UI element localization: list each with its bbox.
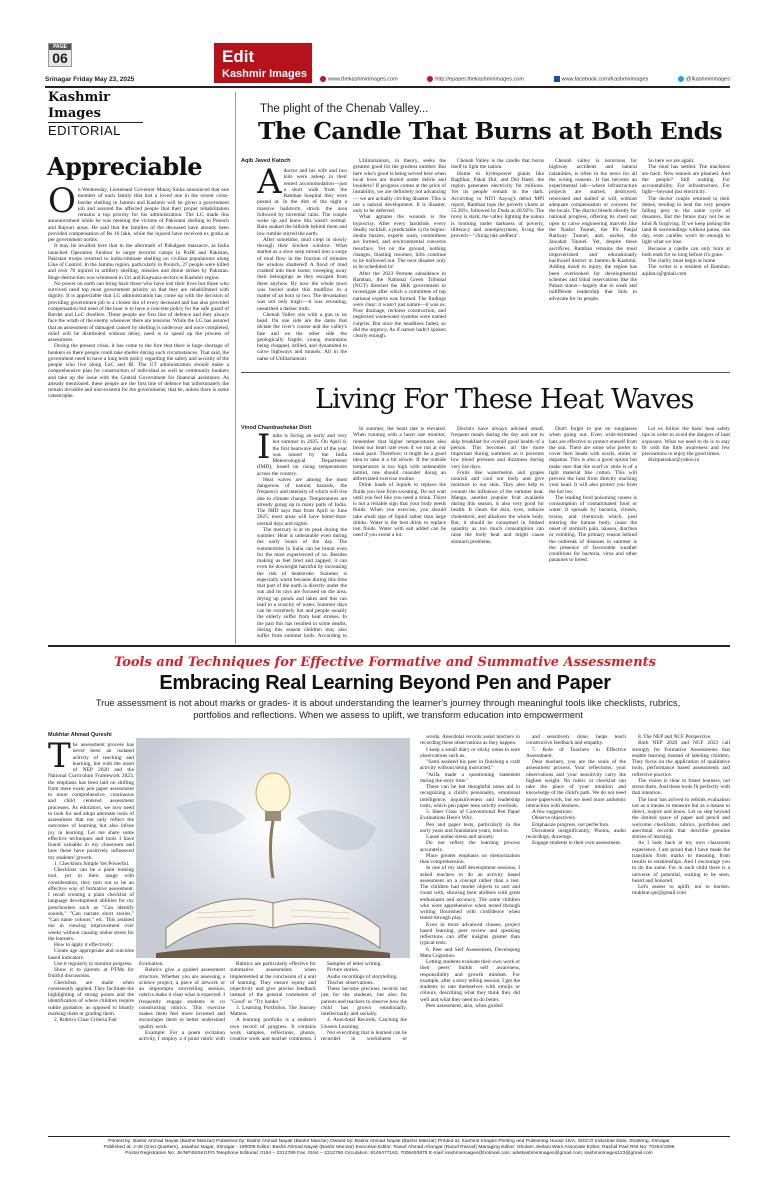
article2-paragraph: The mercury is at its peak during the summer. Heat is unbearable even during the early hours of the day. The summertime in India can be brutal even for the most experienced of us. Besides making us feel tired and zapped, it can even be downright harmful by increasing the risk of heatstroke. Summer is especially warm because during this time that part of the earth is directly under the sun and its rays are focused on the area, drying up ponds and lakes and this can lead to a scarcity of water. Summer days can be extremely hot and people usually the elderly suffer from heat strokes. In the past this has resulted in some deaths, during this season children may also suffer from summer boils. According to xyxy=(257,526,347,638)
article3-col-3 xyxy=(230,961,316,1041)
imprint-line: Published at: J-38 (Govt Quarters), Jawahar Nagar, Srinagar - 190008 Editor: Bashir Ahmad Nayak (Bashir Manzar) Executive Editor: Raouf Ahmad Ahangar (Raouf Rasool) Managing Editor: Ghulam Jeelani Wani Associate Editor: Rashid Paul RNI No: 70254/1996 xyxy=(103,1145,675,1151)
article3-col-2 xyxy=(139,961,225,1041)
imprint-line: Postal Registration No: JK/NP48/SKGPO Telephone Editorial: 0194 – 2312789 Fax: 0194 – 2312790 Circulation: 9149477163, 7006453875 E-mail: kashmirimages@hotmail.com; advtkashmirimages@gmail.com; kashmirimages123@gmail.com xyxy=(125,1151,653,1157)
section-banner xyxy=(214,43,312,83)
article3-paragraph: Create age appropriate and outcome based indicators. xyxy=(48,948,134,961)
article3-paragraph: Checklists can be a plain looking tool, yet in their usage with consideration, they turn out to be an effective way of formative assessment. I recall creating a plain checklist of language development abilities for my preschoolers such as "Can identify sounds," "Can narrate short stories," "Can name colours," etc. This assisted me in viewing improvement over weeks without causing undue stress for the learners. xyxy=(48,867,134,942)
article3-paragraph: These can be but thoughtful notes aid in recognizing a child's personality, emotional intelligence, inquisitiveness and leadership traits, which pen paper tests strictly overlook. xyxy=(420,784,520,809)
editorial-column-divider xyxy=(235,92,236,644)
article1-paragraph: After the 2023 Pernote subsidence in Ramban, the National Green Tribunal (NGT) directed the J&K government to investigate after which a committee of top national experts was formed. The findings were clear: it wasn't just nature—it was us. Poor drainage, reckless construction, and neglected wastewater systems were named culprits. But once the headlines faded, so did the urgency. As if nature hadn't spoken clearly enough. xyxy=(353,270,446,339)
article1-dropcap: A xyxy=(257,168,282,202)
article1-paragraph: The mud has settled. The machines are back. New tunnels are planned. And the people? Still waiting. For accountability. For infrastructure. For light—beyond just electricity. xyxy=(642,164,730,196)
article3-top-rule xyxy=(48,645,730,647)
article3-col-3b xyxy=(321,961,407,1041)
article3-paragraph: Checklists are made when consistently applied. They facilitate the highlighting of strong points and the identification of where children require subtle guidance, as opposed to bluntly marking them or grading them. xyxy=(48,979,134,1017)
article1-col-5 xyxy=(549,158,637,366)
article3-paragraph: Observe objectively. xyxy=(532,815,577,822)
article3-paragraph: "Sami assisted his peer in finishing a craft activity without being instructed." xyxy=(420,759,520,772)
article2-paragraph: dixitpatrakar@yahoo.in xyxy=(648,457,700,464)
website-link[interactable]: www.thekashmirimages.com xyxy=(320,76,398,82)
article1-paragraph: Chenab Valley sits with a gun to its head. On one side are the dams that dictate the river's course and the valley's fate and on the other side the geologically fragile, young mountains being chopped, drilled, and dynamited to carve highways and tunnels. All in the name of Utilitarianism. xyxy=(257,311,347,362)
editorial-brand xyxy=(48,90,143,138)
article2-paragraph: Heat waves are among the most dangerous of natural hazards, the frequency and intensity of which will rise due to climate change. Temperatures are already going up in many parts of India. The IMD says that from April to June 2025, most areas will have hotter-than-normal days and nights. xyxy=(257,476,347,527)
editorial-dropcap: O xyxy=(48,187,76,221)
article3-paragraph: Place greater emphasis on memorization than comprehension. xyxy=(420,852,520,865)
article3-paragraph: Pen and paper tests, particularly in the early years and foundation years, tend to. xyxy=(420,821,520,834)
article3-kicker: Tools and Techniques for Effective Formative and Summative Assessments xyxy=(114,655,656,670)
article3-paragraph: "Arifa made a questioning statement during the story time." xyxy=(420,771,520,784)
article1-headline: The Candle That Burns at Both Ends xyxy=(258,117,723,145)
article3-paragraph: words. Anecdotal records assist teachers in recording these observations as they happen. xyxy=(420,734,520,747)
article3-paragraph: 7. Role of Teachers in Effective Assessment. xyxy=(526,746,626,759)
article3-paragraph: In one of my staff development sessions, I asked teachers to do an activity based assessment on a concept rather than a test. The children had model objects to sort and count with, showing their abilities with great enthusiasm and accuracy. The same children who were apprehensive when tested through writing flourished with confidence when tested through play. xyxy=(420,865,520,922)
article3-paragraph: Use it regularly to monitor progress. xyxy=(54,960,133,967)
article2-paragraph: The leading food poisoning causes is consumption of contaminated food or water. It spreads by bacteria, viruses, toxins, and chemicals which, post entering the human body, cause the onset of stomach pain, nausea, diarrhea or vomiting. The primary reason behind the outbreak of diseases in summer is the presence of favourable weather conditions for bacteria, virus and other parasites to breed. xyxy=(549,494,637,564)
article3-paragraph: The vision is clear to foster learners, not stress them. And these tools fit perfectly with that intention. xyxy=(632,777,730,797)
article3-paragraph: Rubrics give a guided assessment structure. Whether you are assessing a science project, a piece of artwork or an impromptu storytelling session, rubrics make it clear what is expected. I frequently engage students in co constructing rubrics. This exercise makes them feel more invested and encourages them to better understand quality work. xyxy=(139,967,225,1030)
article1-col-4 xyxy=(451,158,544,366)
article3-col-6 xyxy=(632,734,730,1040)
editorial-paragraph: During the present crisis, it has come to the fore that there is huge shortage of bunkers so there people could take shelter during such circumstances. That said, the government need to have a long term policy regarding the safety and security of the people who live along LoC and IB. The UT administration should make a comprehensive plan for construction of individual as well as community bunkers and take up the issue with the Central Government for financial assistance. As already mentioned, these people are the first line of defence but unfortunately the remain invisible and non-existent for the governments, that be, unless there is some catastrophe. xyxy=(48,343,229,400)
article1-col-6 xyxy=(642,158,730,366)
article3-paragraph: A few suggestions: xyxy=(532,809,574,815)
editorial-paragraph: n Wednesday, Lieutenant Governor Manoj Sinha announced that one member of each family that lost a loved one in the recent cross-border shelling in Jammu and Kashmir will be given a government job and assured the affected people that their proper rehabilitation remains a top priority for his administration. The LG made this announcement while he was meeting the victims of Pakistani shelling in Poonch and Rajouri areas. He said that the families of the deceased have already been provided compensation of Rs 16 lakh, while the injured have received ex gratia as per government norms. xyxy=(48,187,229,243)
article3-paragraph: 5. Steer Clear of Conventional Pen Paper Evaluations Here's Why. xyxy=(420,809,520,822)
article1-paragraph: Home to hydropower giants like Baglihar, Pakal Dul, and Dul Hasti, the region generates electricity for millions. Yet its people remain in the dark. According to NITI Aayog's debut MPI report, Ramban tops the poverty charts at 55.26%, followed by Doda at 28.92%. The irony is stark: the valley lighting the nation is looming under darkness of poverty, illiteracy and unemployment, living the proverb—"chirag tale andhera". xyxy=(451,170,544,239)
editorial-label: EDITORIAL xyxy=(48,122,143,138)
globe-icon xyxy=(427,76,433,82)
article3-paragraph: 4. Anecdotal Records, Catching the Unseen Learning. xyxy=(321,1017,407,1030)
page-label: PAGE xyxy=(49,44,71,50)
article1-paragraph: The doctor couple returned to their duties, tending to heal the very people falling prey to the same cycle of disasters. But the future may not be as kind & forgiving. If we keep poking the land & surroundings without pause, one day, even candles won't be enough to light what we lose. xyxy=(642,195,730,246)
article2-paragraph: Doctors have always advised small, frequent meals during the day and not to skip breakfast for overall good health of a person. This becomes all the more important during summers as it prevents low blood pressure and dizziness during very hot days. xyxy=(451,426,544,470)
article3-col-4 xyxy=(420,734,520,1040)
article1-paragraph: What agitates the wounds is the hypocrisy. After every landslide, every deadly rockfall, a predictable cycle begins: media buzzes, experts warn, committees are formed, and environmental concerns resurface. Yet on the ground, nothing changes, blasting resumes, hills continue to be hollowed out. The next disaster only to be scheduled in! xyxy=(353,214,446,271)
article3-paragraph: Emphasize progress, not perfection. xyxy=(532,821,610,828)
article3-headline: Embracing Real Learning Beyond Pen and Paper xyxy=(159,672,611,694)
article3-paragraph: Document insignificantly, Photos, audio recordings, drawings. xyxy=(526,827,626,840)
article1-kicker: The plight of the Chenab Valley... xyxy=(260,103,429,115)
article2-dropcap: I xyxy=(257,433,271,467)
article1-bottom-rule xyxy=(241,372,730,373)
section-name: Edit xyxy=(222,47,255,66)
article2-paragraph: ndia is facing an early and very hot summer in 2025. On April 8, the first heatwave alert of the year was issued by the India Meteorological Department (IMD), based on rising temperatures across the country. xyxy=(257,433,347,477)
section-publication: Kashmir Images xyxy=(222,68,307,80)
article3-paragraph: Show it to parents at PTMs for fruitful discussions. xyxy=(48,967,134,980)
page-number-badge xyxy=(48,43,72,67)
article2-paragraph: Don't forget to put on sunglasses when going out. Even wide-brimmed hats are effective to protect oneself from the sun. There are some who prefer to cover their heads with scarfs, stoles or dupattas. This is also a good option but make sure that the scarf or stole is of a light material like cotton. This will prevent the heat from directly reaching your head. It will also protect you from the hot loo. xyxy=(549,426,637,495)
article3-paragraph: As I look back at my own classroom experience, I am proud that I have made the transition from marks to meaning, from results to relationships. And I encourage you to do the same. For in each child there is a universe of potential, waiting to be seen, heard and honored. xyxy=(632,840,730,884)
article3-paragraph: Peer assessment, also, when guided xyxy=(426,1002,503,1009)
article3-paragraph: Example: For a poem recitation activity, I employ a 4 point rubric with xyxy=(139,1029,225,1041)
imprint-line: Printed by: Bashir Ahmad Nayak (Bashir Manzar) Published by: Bashir Ahmad Nayak (Bashir Manzar) Owned by: Bashir Ahmad Nayak (Bashir Manzar) Printed at: Kashmir Images Printing and Publishing House 15/A, SIDCO Industrial state, Shalteng, Srinagar xyxy=(108,1139,670,1144)
article2-col-4 xyxy=(549,426,637,638)
editorial-headline: Appreciable xyxy=(47,152,203,181)
article2-col-1 xyxy=(257,433,347,638)
twitter-icon xyxy=(678,76,684,82)
article3-deck: True assessment is not about marks or grades- it is about understanding the learner's journey through meaningful tools like checklists, rubrics, portfolios and reflections. When we assess to uplift, we transform education into empowerment xyxy=(95,698,681,720)
article3-paragraph: The hour has arrived to rethink evaluation not as a means to measure but as a means to direct, inspire and know. Let us step beyond the limited space of paper and pencil and welcome checklists, rubrics, portfolios and anecdotal records that describe genuine stories of learning. xyxy=(632,796,730,840)
article3-paragraph: Audio recordings of storytelling. xyxy=(327,973,398,980)
article3-paragraph: he assessment process has never been an isolated activity of teaching and learning, but with the onset of NEP 2020 and the National Curriculum Framework 2023, the emphasis has been laid on shifting from mere exam pen paper assessment to more comprehensive, continuous and child centered assessment processes. As educators, we now need to look for and adopt alternate tools of assessment that not only reflect the outcomes of learning but also infuse joy in learning. Let me share some effective techniques and tools I have found valuable in my classroom and how these have positively influenced my students' growth. xyxy=(48,742,134,861)
article3-paragraph: Picture stories. xyxy=(327,967,360,974)
article2-col-3 xyxy=(451,426,544,638)
article1-paragraph: The writer is a resident of Ramban. aqibat.s@gmail.com xyxy=(642,264,730,277)
article2-author: Vinod Chandrashekar Dixit xyxy=(241,425,312,431)
article3-paragraph: Evaluation. xyxy=(139,961,164,967)
footer-rule xyxy=(48,1136,730,1137)
article3-paragraph: Even in more advanced classes, project based learning, peer review and speaking reflections can offer insights greater than typical tests. xyxy=(420,921,520,947)
article1-paragraph: Utilitarianism, in theory, seeks the greatest good for the greatest number. But here who's good is being served here when local lives are buried under debris and boulders? If progress comes at the price of instability, we are definitely not advancing — we are actually circling disaster. This is not a natural development. It is disaster, only to be deferred. xyxy=(353,158,446,214)
article3-dropcap: T xyxy=(48,742,71,776)
article3-paragraph: Let's assess to uplift, not to burden. mukhtar.qur@gmail.com xyxy=(632,884,730,897)
article3-paragraph: Letting students evaluate their own work or their peers' builds self awareness, responsibility and growth mindset. For example, after a story telling session, I get the students to rate themselves with emojis or colours, describing what they think they did well and what they need to do better. xyxy=(420,959,520,1003)
epaper-link[interactable]: http://epaper.thekashmirimages.com xyxy=(427,76,524,82)
book-lightbulb-illustration xyxy=(136,738,410,958)
globe-icon xyxy=(320,76,326,82)
article3-paragraph: Both NEP 2020 and NCF 2023 call strongly for Formative Assessments that enable learning instead of labeling children. They focus on the application of qualitative tools, performance based assessments and reflective practice. xyxy=(632,740,730,778)
article3-author: Mukhtar Ahmad Qureshi xyxy=(48,732,112,738)
article1-paragraph: Because a candle can only burn at both ends for so long before it's gone. xyxy=(642,245,730,258)
article1-text-flow xyxy=(257,168,347,366)
article3-paragraph: Samples of letter writing. xyxy=(327,961,382,967)
facebook-icon xyxy=(554,76,560,82)
article3-paragraph: 3. Learning Portfolios, The Journey Matters. xyxy=(230,1004,316,1017)
article1-paragraph: The clarity must begin at home xyxy=(648,258,716,264)
article3-paragraph: Teacher observations. xyxy=(327,979,374,986)
article1-paragraph: So here we are again: xyxy=(648,158,695,164)
article3-paragraph: Dear teachers, you are the souls of the assessment process. Your reflections, your observations and your sensitivity carry the highest weight. No rubric or checklist can take the place of your intuition and knowledge of the child's path. We do not need more paperwork, but we need more authentic interaction with learners. xyxy=(526,759,626,809)
article3-paragraph: Do not reflect the learning process accurately. xyxy=(420,840,520,853)
article2-paragraph: In summer, the heart rate is elevated. When running with a heart rate monitor, remember that higher temperatures also boost our heart rate even if we run at our usual pace. Therefore, it might be a good idea to take it a bit slower. If the outside temperature is too high with unbearable humid, one should consider doing an abbreviated exercise routine. xyxy=(353,426,446,482)
article3-col-1 xyxy=(48,742,134,1032)
article3-paragraph: 1. Checklists Simple Yet Powerful. xyxy=(54,860,130,867)
article3-paragraph: 2. Rubrics Clear Criteria Fair xyxy=(54,1017,118,1023)
article3-paragraph: Engage students in their own assessment. xyxy=(532,840,622,847)
article3-paragraph: and sensitively done, helps teach constructive feedback and empathy. xyxy=(526,734,626,747)
book-lightbulb-icon xyxy=(136,738,410,958)
article2-col-2 xyxy=(353,426,446,638)
article2-paragraph: Drink loads of liquids to replace the fluids you lose from sweating. Do not wait until you feel like you need a drink. Thirst is not a reliable sign that your body needs fluids. When you exercise, you should take small sips of liquid rather than large drinks. Water is the best drink to replace lost fluids. Water with salt added can be used if you sweat a lot. xyxy=(353,482,446,539)
web-links xyxy=(320,76,730,82)
editorial-paragraph: It may be recalled here that in the aftermath of Pahalgam massacre, as India launched Operation Sindoor to target terrorist camps in PoJK and Pakistan, Pakistan troops resorted to indiscriminate shelling on civilian populations along Line of Control. In the Jammu region, particularly in Poonch, 27 people were killed and over 70 injured in artillery shelling, missiles and drone strikes by Pakistan. Huge destruction was witnessed in Uri and Kupwara sectors in Kashmir region. xyxy=(48,243,229,281)
brand-logo: Kashmir Images xyxy=(48,90,111,121)
article3-paragraph: Rubrics are particularly effective for summative assessments when implemented at the conclusion of a unit of learning. They ensure equity and objectivity and give precise feedback instead of the general comments of "Good" or "Try harder." xyxy=(230,961,316,1005)
editorial-paragraph: No power on earth can bring back those who have lost their lives but those who survived need top most government priority so that they are rehabilitated with dignity. It is appreciable that LG administration has come up with the decision of providing government job to a closest kin of every deceased and has also provided compensation but need of the hour is to have a concrete policy for the safe guard of Border and LoC dwellers. These people are first line of defence and they always face the wrath of the enemy whenever there are tensions. While the LG has assured that an assessment of damaged caused by shelling is underway and once completed, relief will be distributed without delay, need is to speed up the process of assessment. xyxy=(48,280,229,343)
dateline: Srinagar Friday May 23, 2025 xyxy=(45,76,135,83)
masthead-rule xyxy=(45,86,730,88)
article3-paragraph: Cause undue stress and anxiety. xyxy=(426,834,495,840)
article2-col-5 xyxy=(642,426,730,638)
article1-col-3 xyxy=(353,158,446,366)
page-number: 06 xyxy=(52,50,68,66)
article3-paragraph: How to apply it effectively: xyxy=(54,942,114,948)
article3-paragraph: Not everything that is learned can be recorded in worksheets or xyxy=(321,1029,407,1041)
article2-headline: Living For These Heat Waves xyxy=(315,384,694,415)
article2-paragraph: Let us follow the basic heat safety tips in order to avoid the dangers of heat exposure. What we need to do is to stay fit with the little awareness and few precautions to enjoy the good times. xyxy=(642,426,730,457)
article1-paragraph: Chenab valley is notorious for highway accidents and natural calamities, is often in the news for all the wrong reasons. It has become an experimental lab—where infrastructure projects are started, destroyed, renovated and stalled at will, without adequate compensation or concern for the locals. The district bleeds silently for national progress, offering its chest out open to carve engineering marvels like the Nashri Tunnel, the Pir Panjal Railway Tunnel, and, earlier, the Jawahar Tunnel. Yet, despite these sacrifices, Ramban remains the most impoverished and educationally backward district in Jammu & Kashmir. Adding insult to injury, the region has been overlooked for developmental schemes and tribal reservations like the Pahari status—largely due to weak and indifferent leadership that fails to advocate for its people. xyxy=(549,158,637,302)
article2-paragraph: Fruits like watermelon and grapes nourish and cool our body and give moisture to our skin. They also help to counter the influence of the summer heat. Mango, another popular fruit available during this season, is also very good for health. It clears the skin, eyes, reduces cholesterol, and alkalizes the whole body. But, it should be consumed in limited quantity as too much consumption can raise the body heat and might cause stomach problems. xyxy=(451,469,544,545)
article3-paragraph: A learning portfolio is a student's own record of progress. It contains work samples, reflections, photos, creative work and teacher comments. I xyxy=(230,1017,316,1041)
article1-paragraph: After sometime, mud crept in slowly through their kitchen window. What started as a slow seep turned into a surge of mud flow in the fraction of minutes the window shattered! A flood of mud crashed into their home, sweeping away their belongings as they escaped from there anyhow. By now the whole town was buried under this mudflow in a matter of an hour or two. The devastation was not only tragic—it was revealing, unearthed a darker truth. xyxy=(257,236,347,312)
article1-paragraph: doctor and his wife and two kids were asleep in their rented accommodation—just a short walk from the Ramban hospital they were posted at. In the dim of the night a massive hailstorm struck the area followed by torrential rains. The couple woke up and knew this wasn't normal. Rain soaked the hillside behind them and low rumble stirred the earth. xyxy=(257,168,347,237)
article3-paragraph: 6. Peer and Self Assessment, Developing Meta Cognition. xyxy=(420,946,520,959)
article1-paragraph: Chenab Valley is the candle that burns itself to light the nation. xyxy=(451,158,544,171)
article3-paragraph: I keep a small diary or sticky notes to note observations such as. xyxy=(420,746,520,759)
imprint xyxy=(48,1139,730,1158)
article3-col-5 xyxy=(526,734,626,1040)
twitter-link[interactable]: @Ikashmirimages xyxy=(678,76,730,82)
article1-author: Aqib Javed Katoch xyxy=(241,158,291,164)
article3-paragraph: These become precious records not just for the students, but also for parents and teachers to observe how the child has grown emotionally, intellectually and socially. xyxy=(321,986,407,1017)
facebook-link[interactable]: www.facebook.com/Kashmirimages xyxy=(554,76,649,82)
article3-paragraph: 8. The NEP and NCF Perspective. xyxy=(638,734,712,740)
